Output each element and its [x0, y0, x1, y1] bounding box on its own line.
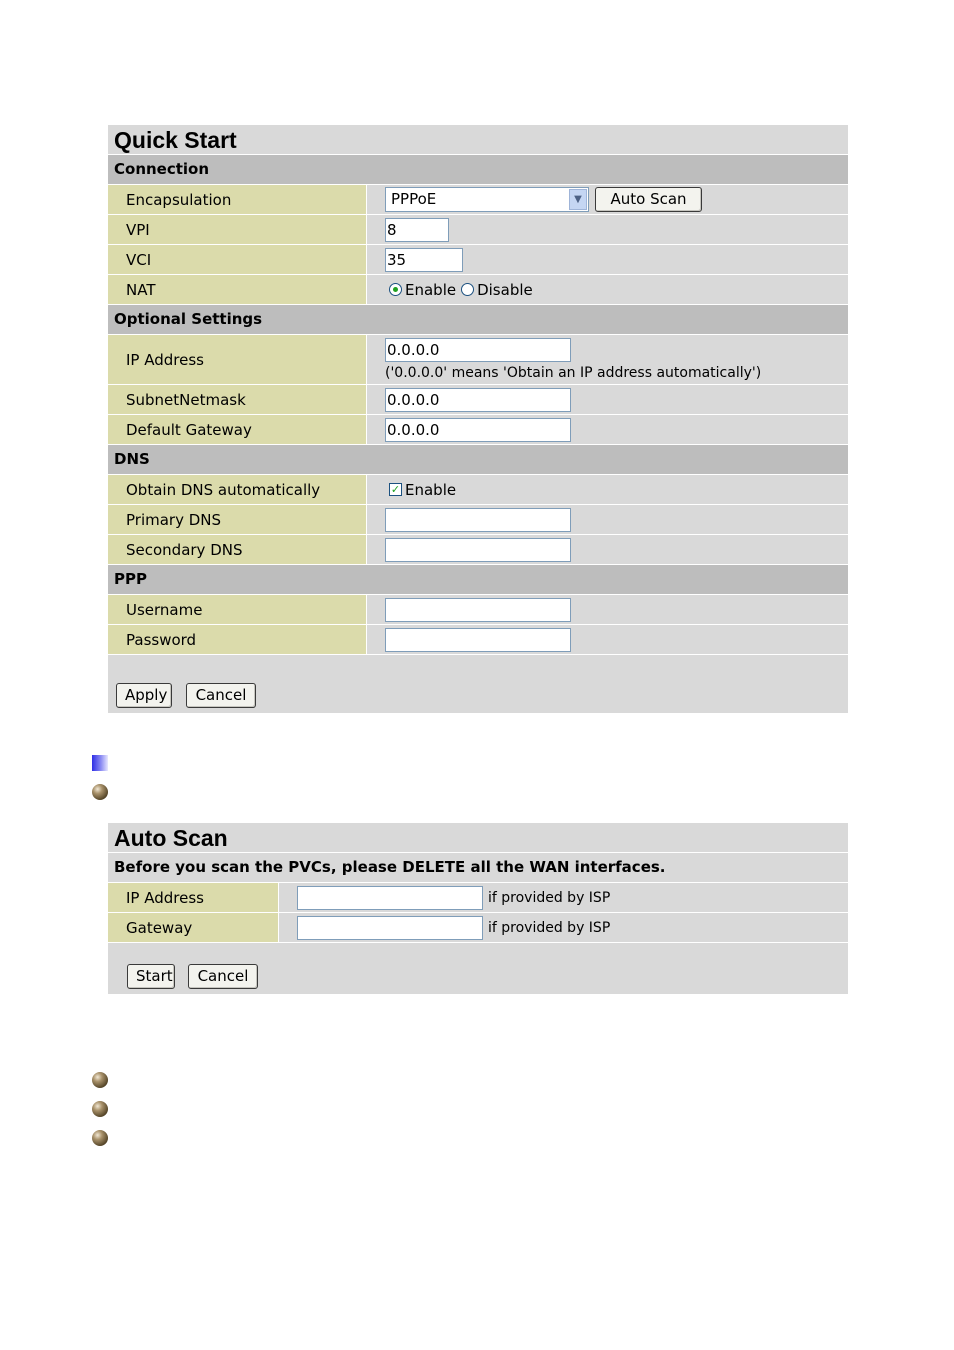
nat-disable-label: Disable — [477, 280, 533, 299]
bronze-ball-bullet-icon — [92, 1072, 108, 1088]
secondary-dns-label: Secondary DNS — [108, 535, 367, 564]
row-vci — [108, 245, 848, 275]
default-gateway-input[interactable]: 0.0.0.0 — [385, 418, 571, 442]
bronze-ball-bullet-icon — [92, 784, 108, 800]
dns-enable-label: Enable — [405, 480, 457, 499]
row-subnet — [108, 385, 848, 415]
primary-dns-label: Primary DNS — [108, 505, 367, 534]
encapsulation-label: Encapsulation — [108, 185, 367, 214]
scan-cancel-button[interactable]: Cancel — [188, 964, 258, 989]
row-default-gateway — [108, 415, 848, 445]
scan-gateway-hint: if provided by ISP — [488, 919, 611, 936]
section-optional-settings: Optional Settings — [108, 305, 848, 335]
subnet-input[interactable]: 0.0.0.0 — [385, 388, 571, 412]
nat-label: NAT — [108, 275, 367, 304]
auto-scan-notice: Before you scan the PVCs, please DELETE all the WAN interfaces. — [108, 853, 848, 883]
secondary-dns-input[interactable] — [385, 538, 571, 562]
scan-gateway-input[interactable] — [297, 916, 483, 940]
row-nat — [108, 275, 848, 305]
chevron-down-icon[interactable]: ▼ — [569, 189, 587, 210]
nat-enable-label: Enable — [405, 280, 457, 299]
scan-ip-address-hint: if provided by ISP — [488, 889, 611, 906]
section-dns: DNS — [108, 445, 848, 475]
auto-scan-title: Auto Scan — [108, 823, 848, 853]
ip-address-input[interactable]: 0.0.0.0 — [385, 338, 571, 362]
obtain-dns-label: Obtain DNS automatically — [108, 475, 367, 504]
bronze-ball-bullet-icon — [92, 1101, 108, 1117]
apply-button[interactable]: Apply — [116, 683, 172, 708]
quick-start-button-bar — [108, 655, 848, 712]
row-vpi — [108, 215, 848, 245]
row-secondary-dns — [108, 535, 848, 565]
row-username — [108, 595, 848, 625]
encapsulation-select[interactable] — [385, 187, 589, 212]
vpi-label: VPI — [108, 215, 367, 244]
row-scan-ip-address — [108, 883, 848, 913]
username-input[interactable] — [385, 598, 571, 622]
primary-dns-input[interactable] — [385, 508, 571, 532]
auto-scan-button-bar — [108, 943, 848, 993]
subnet-label: SubnetNetmask — [108, 385, 367, 414]
scan-ip-address-input[interactable] — [297, 886, 483, 910]
auto-scan-panel — [108, 823, 848, 994]
panel-title: Quick Start — [108, 125, 848, 155]
vci-input[interactable]: 35 — [385, 248, 463, 272]
row-encapsulation — [108, 185, 848, 215]
blue-square-bullet-icon — [92, 755, 108, 771]
row-obtain-dns — [108, 475, 848, 505]
dns-enable-checkbox[interactable]: ✓ — [390, 483, 401, 496]
scan-ip-address-label: IP Address — [108, 883, 279, 912]
ip-address-label: IP Address — [108, 335, 367, 384]
nat-disable-radio[interactable] — [461, 283, 474, 296]
username-label: Username — [108, 595, 367, 624]
encapsulation-value: PPPoE — [391, 190, 437, 208]
password-input[interactable] — [385, 628, 571, 652]
start-button[interactable]: Start — [127, 964, 175, 989]
quick-start-panel — [108, 125, 848, 713]
cancel-button[interactable]: Cancel — [186, 683, 256, 708]
vci-label: VCI — [108, 245, 367, 274]
scan-gateway-label: Gateway — [108, 913, 279, 942]
bronze-ball-bullet-icon — [92, 1130, 108, 1146]
ip-address-note: ('0.0.0.0' means 'Obtain an IP address automatically') — [385, 365, 762, 381]
row-scan-gateway — [108, 913, 848, 943]
nat-enable-radio[interactable] — [389, 283, 402, 296]
row-password — [108, 625, 848, 655]
auto-scan-button[interactable]: Auto Scan — [595, 187, 702, 212]
default-gateway-label: Default Gateway — [108, 415, 367, 444]
vpi-input[interactable]: 8 — [385, 218, 449, 242]
section-connection: Connection — [108, 155, 848, 185]
section-ppp: PPP — [108, 565, 848, 595]
password-label: Password — [108, 625, 367, 654]
row-primary-dns — [108, 505, 848, 535]
row-ip-address — [108, 335, 848, 385]
